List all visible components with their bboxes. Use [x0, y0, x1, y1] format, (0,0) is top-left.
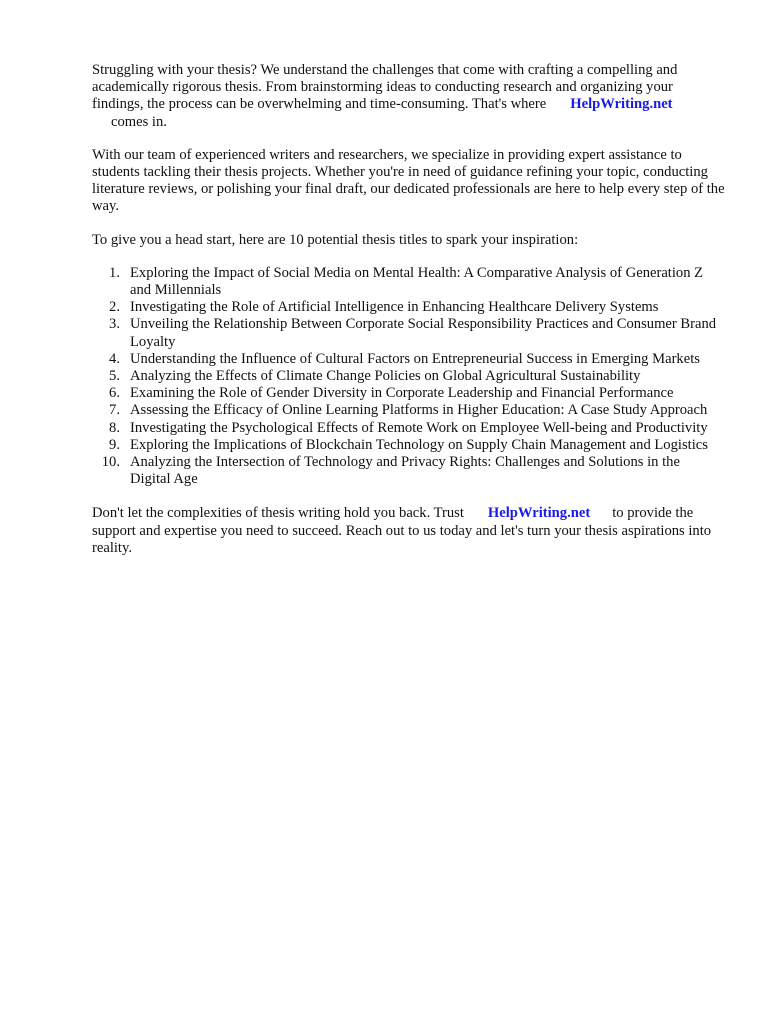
- list-item-number: 8.: [109, 419, 120, 436]
- list-item-text: Exploring the Impact of Social Media on Mental Health: A Comparative Analysis of Generation Z and Millennials: [130, 264, 704, 299]
- team-paragraph: With our team of experienced writers and researchers, we specialize in providing expert assistance to students tackling their thesis projects. Whether you're in need of guidance refining your topic, conducting literature reviews, or polishing your final draft, our dedicated professionals are here to help every step of the way.: [92, 146, 725, 215]
- list-item-number: 10.: [101, 454, 120, 471]
- list-item: [92, 265, 722, 299]
- thesis-titles-list: [92, 265, 722, 489]
- list-item: [92, 420, 722, 437]
- closing-text: Don't let the complexities of thesis writing hold you back. Trust: [92, 505, 464, 522]
- list-item: [92, 368, 722, 385]
- list-item: [92, 351, 722, 368]
- list-item-text: Exploring the Implications of Blockchain Technology on Supply Chain Management and Logistics: [130, 436, 708, 453]
- list-item-text: Investigating the Psychological Effects of Remote Work on Employee Well-being and Productivity: [130, 419, 708, 436]
- list-item-number: 2.: [109, 299, 120, 316]
- list-item: [92, 402, 722, 419]
- list-item-text: Examining the Role of Gender Diversity in Corporate Leadership and Financial Performance: [130, 385, 674, 402]
- list-item-number: 6.: [109, 385, 120, 402]
- list-item-text: Assessing the Efficacy of Online Learning Platforms in Higher Education: A Case Study Approach: [130, 402, 708, 419]
- closing-paragraph: [92, 505, 728, 557]
- intro-paragraph: [92, 62, 728, 131]
- closing-text-after: to provide the support and expertise you need to succeed. Reach out to us today and let's turn your thesis aspirations into reality.: [92, 505, 712, 556]
- list-item-number: 1.: [109, 264, 120, 281]
- list-item-text: Analyzing the Intersection of Technology and Privacy Rights: Challenges and Solutions in the Digital Age: [130, 454, 680, 488]
- list-item: [92, 385, 722, 402]
- list-item-text: Analyzing the Effects of Climate Change Policies on Global Agricultural Sustainability: [130, 368, 641, 385]
- list-item-number: 4.: [109, 350, 120, 367]
- list-item-text: Investigating the Role of Artificial Intelligence in Enhancing Healthcare Delivery Systems: [130, 299, 659, 316]
- helpwriting-link-intro[interactable]: HelpWriting.net: [570, 96, 673, 113]
- intro-text: Struggling with your thesis? We understand the challenges that come with crafting a compelling and academically rigorous thesis. From brainstorming ideas to conducting research and organizing your findings, the process can be overwhelming and time-consuming. That's where: [92, 62, 678, 113]
- helpwriting-link-closing[interactable]: HelpWriting.net: [487, 505, 591, 522]
- list-item-number: 5.: [109, 368, 120, 385]
- list-item: [92, 437, 722, 454]
- list-item: [92, 454, 722, 488]
- list-item-number: 9.: [109, 436, 120, 453]
- list-intro-paragraph: To give you a head start, here are 10 potential thesis titles to spark your inspiration:: [92, 231, 579, 248]
- list-item-text: Understanding the Influence of Cultural Factors on Entrepreneurial Success in Emerging Markets: [130, 350, 700, 367]
- list-item-number: 3.: [109, 316, 120, 333]
- intro-text-after: comes in.: [111, 113, 167, 130]
- list-item: [92, 316, 722, 350]
- list-item-number: 7.: [109, 402, 120, 419]
- list-item-text: Unveiling the Relationship Between Corporate Social Responsibility Practices and Consumer Brand Loyalty: [130, 316, 717, 350]
- list-item: [92, 299, 722, 316]
